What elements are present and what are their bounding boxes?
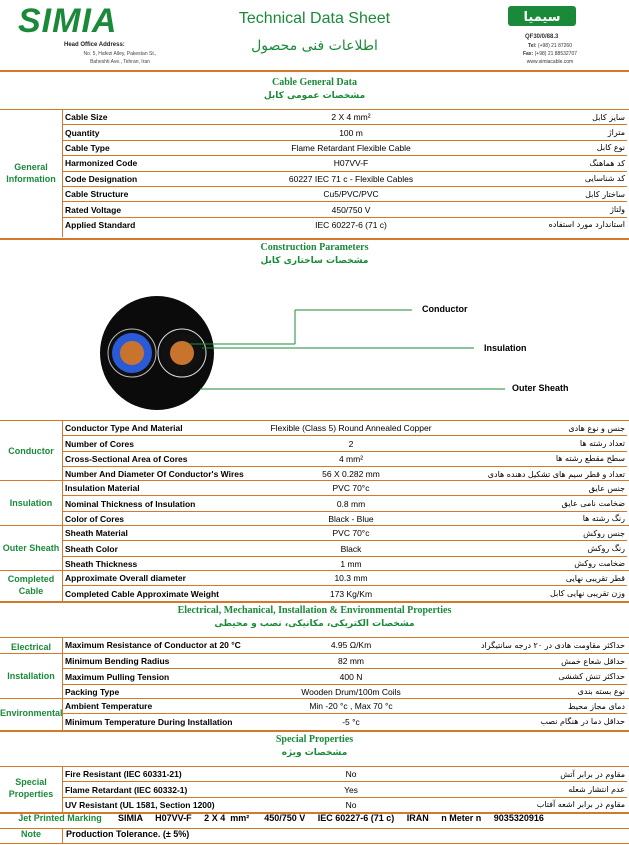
outer-sheath-label: Outer Sheath — [512, 383, 569, 393]
row-value: 2 X 4 mm² — [249, 110, 453, 125]
row-value: 450/750 V — [249, 202, 453, 217]
table-row — [63, 496, 627, 511]
section-title-en: Construction Parameters — [260, 242, 369, 253]
simia-logo: SIMIA — [18, 2, 118, 40]
row-value: PVC 70°c — [249, 481, 453, 496]
table-row — [63, 511, 627, 526]
table-row — [63, 699, 627, 714]
cable-diagram-svg — [0, 286, 629, 419]
row-label-fa: رنگ روکش — [453, 541, 627, 556]
conductor-label: Conductor — [422, 304, 468, 314]
row-label-fa: کد هماهنگ — [453, 156, 627, 171]
row-label-fa: متراژ — [453, 125, 627, 140]
row-value: 100 m — [249, 125, 453, 140]
row-label-en: Packing Type — [65, 686, 120, 697]
row-label-en: Cable Type — [63, 140, 249, 155]
row-label-fa: حداکثر تنش کششی — [453, 669, 627, 684]
insulation-label: Insulation — [484, 343, 527, 353]
row-label-en: Applied Standard — [65, 219, 136, 230]
group-insulation: Insulation — [9, 498, 53, 508]
table-row — [63, 526, 627, 541]
table-row — [63, 481, 627, 496]
cable-cross-section-diagram — [0, 286, 629, 419]
row-label-fa: وزن تقریبی نهایی کابل — [549, 589, 625, 599]
table-row — [63, 186, 627, 201]
row-value: No — [345, 799, 357, 810]
section-title-en: Electrical, Mechanical, Installation & Environmental Properties — [177, 605, 452, 616]
row-value: PVC 70°c — [249, 526, 453, 541]
row-label-fa: دمای مجاز محیط — [453, 699, 627, 714]
qf-code: QF30/0/88.3 — [525, 34, 559, 40]
table-row — [63, 171, 627, 186]
row-label-en: Minimum Temperature During Installation — [65, 716, 233, 727]
row-label-en: Cable Structure — [63, 186, 249, 201]
section-title-fa: مشخصات الکتریکی، مکانیکی، نصب و محیطی — [214, 619, 415, 629]
group-environmental: Environmental — [0, 708, 63, 718]
general-table — [63, 110, 627, 232]
row-value: Black — [249, 541, 453, 556]
table-row — [63, 421, 627, 436]
row-value: Wooden Drum/100m Coils — [301, 686, 401, 697]
row-label-fa: نوع کابل — [453, 140, 627, 155]
table-row — [63, 638, 627, 652]
address-line1: No. 5, Hafezi Alley, Pakestan St., — [83, 51, 157, 57]
table-row — [63, 556, 627, 571]
row-value: 400 N — [249, 669, 453, 684]
row-label-en: Flame Retardant (IEC 60332-1) — [63, 782, 249, 797]
table-row — [63, 140, 627, 155]
row-label-fa: حداکثر مقاومت هادی در ۲۰ درجه سانتیگراد — [480, 640, 625, 650]
contact-info — [490, 42, 610, 66]
table-row — [63, 202, 627, 217]
table-row — [63, 669, 627, 684]
note-text: Production Tolerance. (± 5%) — [66, 829, 190, 839]
row-value: Flame Retardant Flexible Cable — [249, 140, 453, 155]
row-value: Cu5/PVC/PVC — [249, 186, 453, 201]
right-logo-text: سیمیا — [523, 10, 561, 25]
row-label-fa: جنس عایق — [453, 481, 627, 496]
row-label-en: Quantity — [63, 125, 249, 140]
table-row — [63, 767, 627, 782]
section-general — [0, 76, 629, 103]
core-1-copper — [120, 341, 144, 365]
note-row — [0, 829, 629, 843]
header — [0, 0, 629, 70]
row-label-fa: مقاوم در برابر اشعه آفتاب — [536, 800, 625, 810]
row-label-en: Sheath Thickness — [65, 558, 138, 569]
row-value: No — [249, 767, 453, 782]
row-label-fa: حداقل شعاع خمش — [453, 654, 627, 669]
row-label-fa: کد شناسایی — [453, 171, 627, 186]
marking-row — [0, 813, 629, 827]
row-label-en: Approximate Overall diameter — [63, 571, 249, 586]
row-label-en: Completed Cable Approximate Weight — [65, 588, 219, 599]
row-label-fa: تعداد رشته ها — [453, 436, 627, 451]
section-title-en: Special Properties — [275, 734, 354, 745]
insulation-table — [63, 481, 627, 526]
environmental-table — [63, 699, 627, 729]
table-row — [63, 541, 627, 556]
fax: (+98) 21 88532707 — [534, 51, 578, 57]
row-label-en: Ambient Temperature — [63, 699, 249, 714]
row-label-en: Cable Size — [63, 110, 249, 125]
row-value: 1 mm — [340, 558, 362, 569]
marking-text: SIMIA H07VV-F 2 X 4 mm² 450/750 V IEC 60227-6 (71 c) IRAN n Meter n 9035320916 — [118, 813, 544, 823]
row-label-fa: ضخامت نامی عایق — [453, 496, 627, 511]
divider — [0, 70, 629, 72]
group-installation: Installation — [7, 671, 55, 681]
divider — [0, 601, 629, 603]
row-label-en: Code Designation — [63, 171, 249, 186]
group-completed-cable: Completed Cable — [7, 574, 55, 596]
row-value: H07VV-F — [249, 156, 453, 171]
table-row — [63, 436, 627, 451]
row-label-en: UV Resistant (UL 1581, Section 1200) — [65, 799, 215, 810]
row-value: 173 Kg/Km — [329, 588, 373, 599]
row-label-fa: مقاوم در برابر آتش — [453, 767, 627, 782]
group-electrical: Electrical — [10, 642, 52, 652]
row-value: 0.8 mm — [249, 496, 453, 511]
row-value: IEC 60227-6 (71 c) — [315, 219, 387, 230]
title-en: Technical Data Sheet — [238, 10, 391, 27]
row-label-fa: سایز کابل — [453, 110, 627, 125]
table-row — [63, 654, 627, 669]
section-electrical — [0, 604, 629, 631]
row-label-fa: تعداد و قطر سیم های تشکیل دهنده هادی — [487, 469, 625, 479]
section-title-fa: مشخصات عمومی کابل — [263, 91, 366, 101]
core-2-copper — [170, 341, 194, 365]
row-label-en: Insulation Material — [63, 481, 249, 496]
row-label-fa: عدم انتشار شعله — [453, 782, 627, 797]
table-row — [63, 714, 627, 729]
row-value: Yes — [249, 782, 453, 797]
website: www.simiacable.com — [526, 59, 574, 65]
row-label-fa: جنس روکش — [453, 526, 627, 541]
tel-label: Tel: — [528, 43, 537, 49]
table-row — [63, 571, 627, 586]
group-outer-sheath: Outer Sheath — [2, 543, 60, 553]
row-label-fa: ضخامت روکش — [574, 559, 625, 569]
row-value: -5 °c — [342, 716, 360, 727]
row-label-fa: جنس و نوع هادی — [453, 421, 627, 436]
row-value: 56 X 0.282 mm — [322, 469, 380, 480]
row-label-en: Maximum Resistance of Conductor at 20 °C — [65, 640, 241, 651]
table-row — [63, 110, 627, 125]
address-line2: Baheshti Ave., Tehran, Iran — [90, 59, 150, 65]
address-title: Head Office Address: — [64, 42, 125, 48]
row-value: Black - Blue — [328, 513, 374, 524]
divider — [0, 843, 629, 844]
row-label-en: Minimum Bending Radius — [63, 654, 249, 669]
section-title-en: Cable General Data — [272, 77, 357, 88]
row-label-en: Color of Cores — [65, 513, 125, 524]
row-value: 82 mm — [249, 654, 453, 669]
marking-label: Jet Printed Marking — [18, 813, 102, 823]
row-label-fa: رنگ رشته ها — [582, 514, 625, 524]
group-general: General Information — [6, 162, 56, 184]
special-table — [63, 767, 627, 812]
row-value: Min -20 °c , Max 70 °c — [249, 699, 453, 714]
row-label-fa: نوع بسته بندی — [577, 687, 625, 697]
row-label-en: Number And Diameter Of Conductor's Wires — [65, 469, 244, 480]
group-divider — [62, 829, 63, 844]
row-label-en: Fire Resistant (IEC 60331-21) — [63, 767, 249, 782]
row-label-en: Cross-Sectional Area of Cores — [63, 451, 249, 466]
row-value: 4 mm² — [249, 451, 453, 466]
row-value: 10.3 mm — [249, 571, 453, 586]
fax-label: Fax: — [522, 51, 534, 57]
row-value: 60227 IEC 71 c - Flexible Cables — [249, 171, 453, 186]
section-title-fa: مشخصات ساختاری کابل — [260, 256, 369, 266]
row-label-en: Nominal Thickness of Insulation — [63, 496, 249, 511]
row-label-fa: ساختار کابل — [453, 186, 627, 201]
completed-table — [63, 571, 627, 601]
right-logo — [508, 4, 576, 28]
table-row — [63, 782, 627, 797]
row-label-en: Maximum Pulling Tension — [63, 669, 249, 684]
conductor-table — [63, 421, 627, 482]
divider — [0, 730, 629, 732]
row-label-en: Sheath Material — [63, 526, 249, 541]
group-special: Special Properties — [8, 777, 54, 799]
right-logo-icon — [508, 4, 576, 28]
section-special — [0, 733, 629, 760]
note-label: Note — [21, 829, 41, 839]
group-conductor: Conductor — [8, 446, 54, 456]
row-label-en: Number of Cores — [63, 436, 249, 451]
table-row — [63, 797, 627, 812]
row-label-en: Sheath Color — [63, 541, 249, 556]
table-row — [63, 217, 627, 232]
row-label-fa: قطر تقریبی نهایی — [453, 571, 627, 586]
table-row — [63, 684, 627, 699]
row-label-fa: ولتاژ — [453, 202, 627, 217]
row-label-fa: سطح مقطع رشته ها — [453, 451, 627, 466]
row-value: Flexible (Class 5) Round Annealed Copper — [249, 421, 453, 436]
electrical-table — [63, 638, 627, 652]
row-label-en: Rated Voltage — [63, 202, 249, 217]
table-row — [63, 586, 627, 601]
table-row — [63, 125, 627, 140]
row-label-fa: حداقل دما در هنگام نصب — [540, 717, 625, 727]
table-row — [63, 451, 627, 466]
row-label-en: Harmonized Code — [63, 156, 249, 171]
row-label-fa: استاندارد مورد استفاده — [548, 220, 625, 230]
row-value: 4.95 Ω/Km — [330, 640, 372, 651]
row-value: 2 — [249, 436, 453, 451]
table-row — [63, 156, 627, 171]
title-fa: اطلاعات فنی محصول — [251, 38, 378, 54]
divider — [0, 238, 629, 240]
section-construction — [0, 241, 629, 268]
section-title-fa: مشخصات ویژه — [281, 748, 348, 758]
sheath-table — [63, 526, 627, 571]
tel: (+98) 21 87260 — [537, 43, 572, 49]
row-label-en: Conductor Type And Material — [63, 421, 249, 436]
installation-table — [63, 654, 627, 699]
